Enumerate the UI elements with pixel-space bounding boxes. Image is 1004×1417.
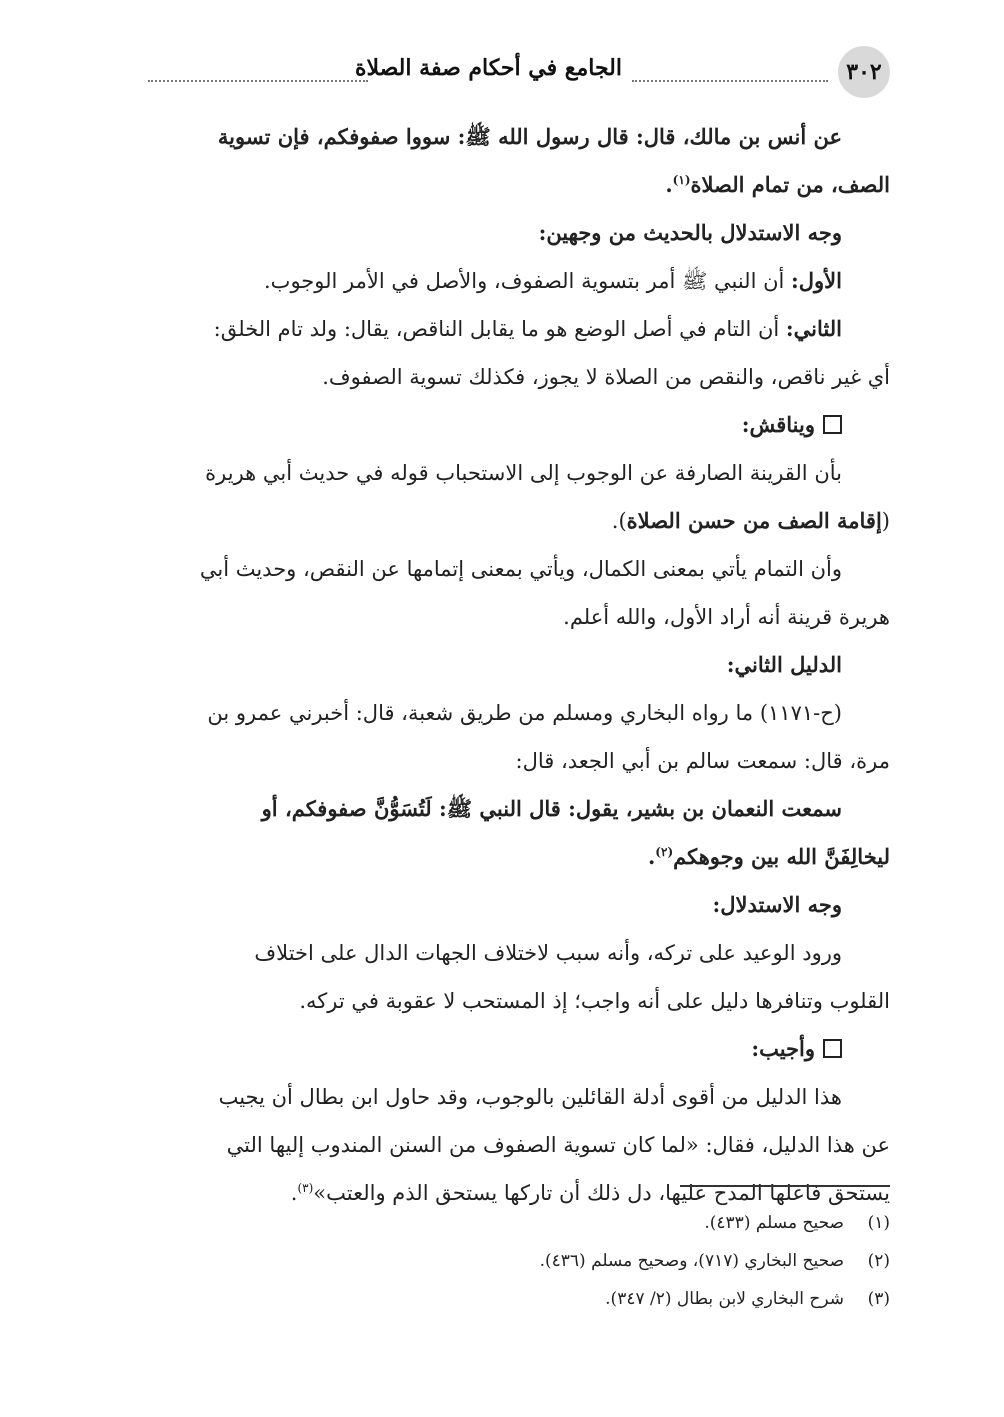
running-title: الجامع في أحكام صفة الصلاة [354,55,622,81]
text-line: وأن التمام يأتي بمعنى الكمال، ويأتي بمعنى إتمامها عن النقص، وحديث أبي [199,557,842,581]
text-line: (ح-١١٧١) ما رواه البخاري ومسلم من طريق شعبة، قال: أخبرني عمرو بن [207,701,842,725]
heading-label: ويناقش: [741,412,815,437]
text-run: الصف، من تمام الصلاة [690,172,890,197]
footnote-number: (٢) [867,1251,890,1271]
checkbox-bullet-icon [823,415,842,434]
footnote-ref[interactable]: (٣) [297,1181,314,1195]
header-dotted-rule [632,80,828,82]
text-line: أي غير ناقص، والنقص من الصلاة لا يجوز، فكذلك تسوية الصفوف. [322,365,890,389]
section-heading: وجه الاستدلال: [712,892,842,917]
point-label: الثاني: [785,316,842,341]
footnote-ref[interactable]: (٢) [655,845,674,859]
text-line: مرة، قال: سمعت سالم بن أبي الجعد، قال: [515,749,890,773]
text-line: هذا الدليل من أقوى أدلة القائلين بالوجوب، وقد حاول ابن بطال أن يجيب [218,1085,842,1109]
text-line: عن أنس بن مالك، قال: قال رسول الله ﷺ: سووا صفوفكم، فإن تسوية [217,124,842,149]
section-heading: الدليل الثاني: [726,652,842,677]
text-line: سمعت النعمان بن بشير، يقول: قال النبي ﷺ: لَتُسَوُّنَّ صفوفكم، أو [261,796,842,821]
footnote-text: صحيح مسلم (٤٣٣). [704,1213,844,1233]
text-run: . [647,844,656,869]
footnote-number: (٣) [867,1289,890,1309]
footnote-item [146,1242,890,1280]
header-dotted-rule [148,80,368,82]
text-line [146,305,890,353]
footnotes [146,1204,890,1318]
quoted-hadith: إقامة الصف من حسن الصلاة [626,508,882,533]
text-line [146,257,890,305]
text-line: هريرة قرينة أنه أراد الأول، والله أعلم. [563,605,890,629]
text-run: أن التام في أصل الوضع هو ما يقابل الناقص، يقال: ولد تام الخلق: [213,317,786,341]
text-line: القلوب وتنافرها دليل على أنه واجب؛ إذ المستحب لا عقوبة في تركه. [299,989,890,1013]
main-text [146,113,890,1217]
text-line: بأن القرينة الصارفة عن الوجوب إلى الاستحباب قوله في حديث أبي هريرة [205,461,842,485]
footnote-number: (١) [867,1213,890,1233]
text-run: أن النبي ﷺ أمر بتسوية الصفوف، والأصل في الأمر الوجوب. [264,269,792,293]
checkbox-bullet-icon [823,1039,842,1058]
text-run: ). [611,509,627,533]
text-run: يستحق فاعلها المدح عليها، دل ذلك أن تاركها يستحق الذم والعتب» [313,1181,890,1205]
page-header [140,40,890,100]
section-heading: وجه الاستدلال بالحديث من وجهين: [538,220,842,245]
footnote-text: صحيح البخاري (٧١٧)، وصحيح مسلم (٤٣٦). [539,1251,844,1271]
point-label: الأول: [791,268,842,293]
text-run: ( [881,509,890,533]
text-run: ليخالِفَنَّ الله بين وجوهكم [673,844,890,869]
text-line: عن هذا الدليل، فقال: «لما كان تسوية الصفوف من السنن المندوب إليها التي [226,1133,890,1157]
page-number-badge: ٣٠٢ [838,46,890,98]
section-heading [146,401,890,449]
text-line: ورود الوعيد على تركه، وأنه سبب لاختلاف الجهات الدال على اختلاف [254,941,842,965]
text-run: . [290,1181,298,1205]
text-run: . [665,172,673,197]
text-line [146,833,890,881]
text-line [146,497,890,545]
text-line [146,161,890,209]
footnote-separator [680,1185,890,1187]
footnote-ref[interactable]: (١) [672,173,691,187]
footnote-item [146,1204,890,1242]
heading-label: وأجيب: [751,1036,815,1061]
section-heading [146,1025,890,1073]
footnote-item [146,1280,890,1318]
footnote-text: شرح البخاري لابن بطال (٢/ ٣٤٧). [605,1289,844,1309]
